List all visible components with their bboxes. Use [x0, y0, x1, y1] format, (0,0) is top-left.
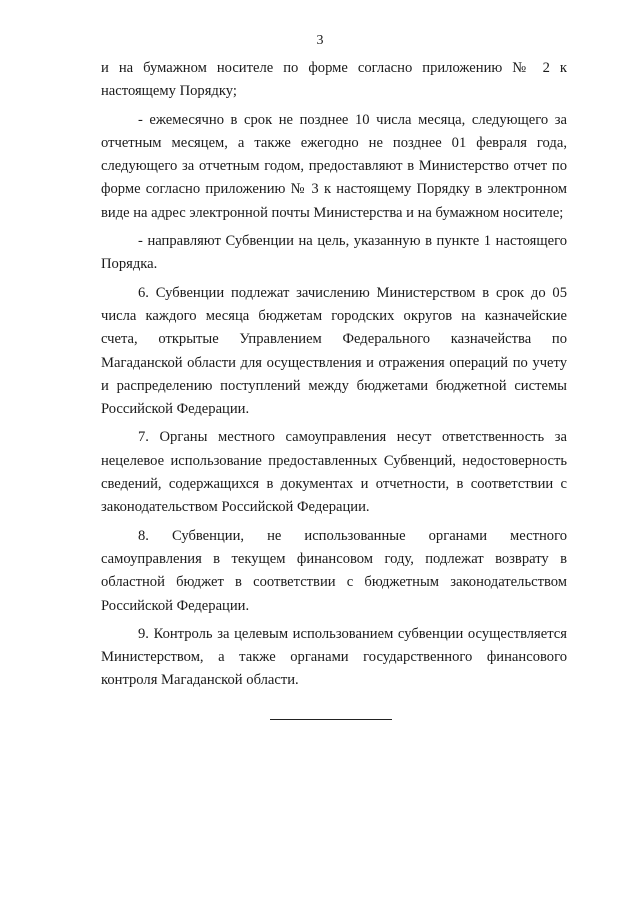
document-body [101, 57, 567, 698]
end-separator-line [270, 719, 392, 720]
paragraph-item-8: 8. Субвенции, не использованные органами местного самоуправления в текущем финансовом году, подлежат возврату в областной бюджет в соответствии с бюджетным законодательством Российской Федерации. [101, 527, 567, 614]
page-number: 3 [316, 33, 324, 48]
paragraph-item-6: 6. Субвенции подлежат зачислению Министерством в срок до 05 числа каждого месяца бюджетам городских округов на казначейские счета, открытые Управлением Федерального казначейства по Магаданской области для осуществления и отражения операций по учету и распределению поступлений между бюджетами бюджетной системы Российской Федерации. [101, 284, 567, 418]
paragraph-item-7: 7. Органы местного самоуправления несут ответственность за нецелевое использование предоставленных Субвенций, недостоверность сведений, содержащихся в документах и отчетности, в соответствии с законодательством Российской Федерации. [101, 429, 567, 516]
paragraph-monthly-report: - ежемесячно в срок не позднее 10 числа месяца, следующего за отчетным месяцем, а также ежегодно не позднее 01 февраля года, следующего за отчетным годом, предоставляют в Министерство отчет по форме согласно приложению № 3 к настоящему Порядку в электронном виде на адрес электронной почты Министерства и на бумажном носителе; [101, 111, 567, 221]
paragraph-continuation: и на бумажном носителе по форме согласно приложению № 2 к настоящему Порядку; [101, 60, 567, 100]
paragraph-subvention-purpose: - направляют Субвенции на цель, указанную в пункте 1 настоящего Порядка. [101, 233, 567, 273]
paragraph-item-9: 9. Контроль за целевым использованием субвенции осуществляется Министерством, а также органами государственного финансового контроля Магаданской области. [101, 625, 567, 689]
